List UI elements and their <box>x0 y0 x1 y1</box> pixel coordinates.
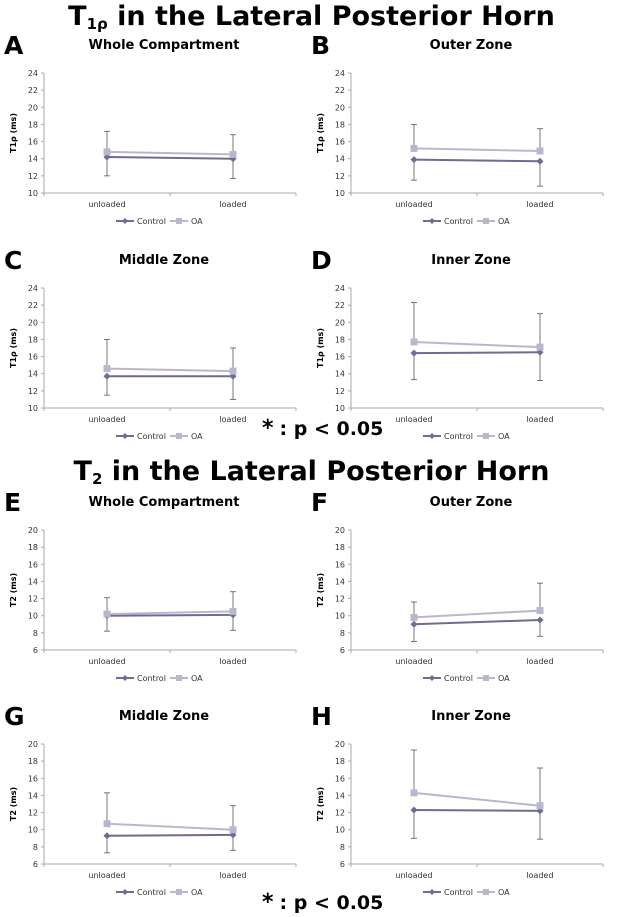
chart-title: Inner Zone <box>431 253 511 268</box>
y-tick-label: 12 <box>334 594 345 604</box>
panel-letter: A <box>4 31 24 60</box>
y-tick-label: 12 <box>27 594 38 604</box>
legend-label: Control <box>444 432 473 441</box>
y-tick-label: 16 <box>334 137 345 147</box>
y-tick-label: 6 <box>32 646 38 655</box>
panel-letter: E <box>4 488 22 517</box>
legend-marker <box>483 433 489 439</box>
panel-letter: B <box>311 31 331 60</box>
legend-label: OA <box>498 674 510 683</box>
legend-label: OA <box>498 432 510 441</box>
y-tick-label: 18 <box>334 757 345 767</box>
legend-label: Control <box>444 674 473 683</box>
x-tick-label: loaded <box>526 200 554 209</box>
panel-h <box>311 704 611 909</box>
legend-label: Control <box>137 888 166 897</box>
data-point-control <box>411 621 418 628</box>
legend-marker <box>483 675 489 681</box>
data-point-oa <box>230 151 237 158</box>
y-tick-label: 22 <box>334 86 345 96</box>
data-point-control <box>537 158 544 165</box>
data-point-oa <box>411 145 418 152</box>
y-tick-label: 24 <box>334 69 345 78</box>
y-tick-label: 20 <box>334 740 345 749</box>
y-tick-label: 8 <box>339 842 345 852</box>
series-line-oa <box>107 611 233 614</box>
data-point-control <box>411 807 418 814</box>
data-point-oa <box>411 789 418 796</box>
panel-letter: F <box>311 488 329 517</box>
series-line-control <box>107 157 233 159</box>
y-tick-label: 14 <box>27 369 38 379</box>
series-line-control <box>414 810 540 811</box>
data-point-oa <box>230 826 237 833</box>
legend-label: Control <box>137 217 166 226</box>
y-axis-label: T2 (ms) <box>316 786 325 822</box>
y-tick-label: 6 <box>339 646 345 655</box>
panel-g <box>4 704 304 909</box>
y-axis-label: T1ρ (ms) <box>316 113 325 153</box>
legend-marker <box>429 218 435 224</box>
data-point-oa <box>230 608 237 615</box>
y-tick-label: 14 <box>27 577 38 587</box>
y-tick-label: 20 <box>334 526 345 535</box>
y-tick-label: 10 <box>27 825 38 835</box>
y-tick-label: 14 <box>334 577 345 587</box>
series-line-control <box>414 160 540 162</box>
x-tick-label: unloaded <box>88 200 126 209</box>
legend-label: OA <box>191 217 203 226</box>
y-tick-label: 16 <box>27 137 38 147</box>
y-tick-label: 18 <box>334 543 345 553</box>
chart-svg <box>4 490 304 695</box>
data-point-oa <box>537 344 544 351</box>
y-tick-label: 24 <box>27 69 38 78</box>
legend-marker <box>176 218 182 224</box>
series-line-oa <box>414 611 540 618</box>
data-point-oa <box>537 607 544 614</box>
panel-letter: H <box>311 702 332 731</box>
y-tick-label: 20 <box>27 318 38 328</box>
legend-label: Control <box>444 217 473 226</box>
x-tick-label: unloaded <box>88 871 126 880</box>
chart-title: Middle Zone <box>118 253 210 268</box>
y-tick-label: 16 <box>27 774 38 784</box>
panel-b <box>311 33 611 238</box>
y-tick-label: 14 <box>27 791 38 801</box>
y-tick-label: 22 <box>334 301 345 311</box>
panel-c <box>4 248 304 453</box>
legend-marker <box>429 889 435 895</box>
data-point-control <box>411 350 418 357</box>
y-tick-label: 16 <box>334 774 345 784</box>
legend-marker <box>122 218 128 224</box>
y-tick-label: 8 <box>339 628 345 638</box>
x-tick-label: loaded <box>219 415 247 424</box>
chart-svg <box>311 704 611 909</box>
legend-marker <box>176 433 182 439</box>
y-tick-label: 6 <box>339 860 345 869</box>
x-tick-label: loaded <box>526 657 554 666</box>
y-tick-label: 12 <box>27 171 38 181</box>
y-tick-label: 14 <box>334 791 345 801</box>
y-tick-label: 14 <box>334 369 345 379</box>
y-tick-label: 6 <box>32 860 38 869</box>
data-point-oa <box>411 614 418 621</box>
y-tick-label: 8 <box>32 628 38 638</box>
y-axis-label: T1ρ (ms) <box>9 113 18 153</box>
legend-marker <box>483 218 489 224</box>
y-tick-label: 14 <box>334 154 345 164</box>
chart-title: Outer Zone <box>429 495 513 510</box>
y-tick-label: 16 <box>27 352 38 362</box>
legend-marker <box>122 889 128 895</box>
data-point-control <box>104 373 111 380</box>
series-line-oa <box>107 152 233 155</box>
legend-label: OA <box>191 888 203 897</box>
data-point-oa <box>411 339 418 346</box>
y-axis-label: T1ρ (ms) <box>9 328 18 368</box>
data-point-control <box>537 617 544 624</box>
y-axis-label: T1ρ (ms) <box>316 328 325 368</box>
data-point-oa <box>537 148 544 155</box>
x-tick-label: loaded <box>526 415 554 424</box>
panel-f <box>311 490 611 695</box>
data-point-oa <box>104 148 111 155</box>
chart-svg <box>311 490 611 695</box>
x-tick-label: unloaded <box>395 415 433 424</box>
y-tick-label: 20 <box>27 103 38 113</box>
series-line-oa <box>414 148 540 151</box>
panel-letter: G <box>4 702 25 731</box>
y-axis-label: T2 (ms) <box>9 786 18 822</box>
chart-title: Outer Zone <box>429 38 513 53</box>
panel-letter: C <box>4 246 23 275</box>
data-point-control <box>411 156 418 163</box>
x-tick-label: loaded <box>219 871 247 880</box>
legend-marker <box>122 433 128 439</box>
x-tick-label: unloaded <box>395 200 433 209</box>
chart-svg <box>4 248 304 453</box>
y-tick-label: 8 <box>32 842 38 852</box>
series-line-oa <box>414 342 540 347</box>
y-axis-label: T2 (ms) <box>9 572 18 608</box>
series-line-oa <box>414 793 540 806</box>
y-tick-label: 20 <box>27 740 38 749</box>
chart-svg <box>4 33 304 238</box>
y-tick-label: 18 <box>27 120 38 130</box>
y-tick-label: 12 <box>27 386 38 396</box>
y-axis-label: T2 (ms) <box>316 572 325 608</box>
x-tick-label: loaded <box>526 871 554 880</box>
y-tick-label: 12 <box>334 808 345 818</box>
legend-label: OA <box>191 432 203 441</box>
series-line-control <box>107 615 233 616</box>
legend-label: Control <box>137 432 166 441</box>
data-point-oa <box>104 365 111 372</box>
series-line-control <box>107 835 233 836</box>
y-tick-label: 10 <box>27 611 38 621</box>
y-tick-label: 18 <box>334 335 345 345</box>
x-tick-label: loaded <box>219 657 247 666</box>
y-tick-label: 12 <box>27 808 38 818</box>
y-tick-label: 12 <box>334 386 345 396</box>
chart-title: Whole Compartment <box>88 38 240 53</box>
x-tick-label: unloaded <box>395 871 433 880</box>
y-tick-label: 10 <box>334 611 345 621</box>
legend-marker <box>429 675 435 681</box>
data-point-control <box>104 832 111 839</box>
legend-marker <box>176 675 182 681</box>
series-line-control <box>414 620 540 624</box>
y-tick-label: 10 <box>334 825 345 835</box>
series-line-oa <box>107 369 233 372</box>
y-tick-label: 22 <box>27 301 38 311</box>
data-point-oa <box>230 368 237 375</box>
legend-label: OA <box>498 217 510 226</box>
y-tick-label: 18 <box>27 543 38 553</box>
y-tick-label: 20 <box>334 103 345 113</box>
y-tick-label: 20 <box>334 318 345 328</box>
significance-note: * : p < 0.05 <box>262 416 384 441</box>
legend-marker <box>122 675 128 681</box>
x-tick-label: unloaded <box>88 657 126 666</box>
y-tick-label: 18 <box>27 757 38 767</box>
y-tick-label: 10 <box>27 189 38 198</box>
legend-marker <box>176 889 182 895</box>
chart-svg <box>4 704 304 909</box>
data-point-oa <box>104 820 111 827</box>
y-tick-label: 10 <box>334 404 345 413</box>
y-tick-label: 20 <box>27 526 38 535</box>
significance-note: * : p < 0.05 <box>262 890 384 915</box>
data-point-oa <box>537 802 544 809</box>
panel-e <box>4 490 304 695</box>
data-point-oa <box>104 611 111 618</box>
legend-label: Control <box>137 674 166 683</box>
y-tick-label: 10 <box>334 189 345 198</box>
legend-label: OA <box>498 888 510 897</box>
y-tick-label: 16 <box>334 352 345 362</box>
chart-svg <box>311 33 611 238</box>
y-tick-label: 16 <box>27 560 38 570</box>
panel-letter: D <box>311 246 332 275</box>
y-tick-label: 12 <box>334 171 345 181</box>
chart-title: Middle Zone <box>118 709 210 724</box>
y-tick-label: 18 <box>27 335 38 345</box>
x-tick-label: loaded <box>219 200 247 209</box>
y-tick-label: 24 <box>334 284 345 293</box>
x-tick-label: unloaded <box>395 657 433 666</box>
chart-title: Inner Zone <box>431 709 511 724</box>
panel-a <box>4 33 304 238</box>
series-line-control <box>414 352 540 353</box>
t1rho-section-title: $T_{1\rho}$ in the Lateral Posterior Horn <box>68 1 555 33</box>
chart-title: Whole Compartment <box>88 495 240 510</box>
legend-marker <box>429 433 435 439</box>
y-tick-label: 24 <box>27 284 38 293</box>
y-tick-label: 18 <box>334 120 345 130</box>
legend-label: Control <box>444 888 473 897</box>
legend-marker <box>483 889 489 895</box>
y-tick-label: 16 <box>334 560 345 570</box>
t2-section-title: $T_2$ in the Lateral Posterior Horn <box>73 456 550 488</box>
y-tick-label: 14 <box>27 154 38 164</box>
x-tick-label: unloaded <box>88 415 126 424</box>
y-tick-label: 22 <box>27 86 38 96</box>
legend-label: OA <box>191 674 203 683</box>
y-tick-label: 10 <box>27 404 38 413</box>
series-line-oa <box>107 824 233 830</box>
